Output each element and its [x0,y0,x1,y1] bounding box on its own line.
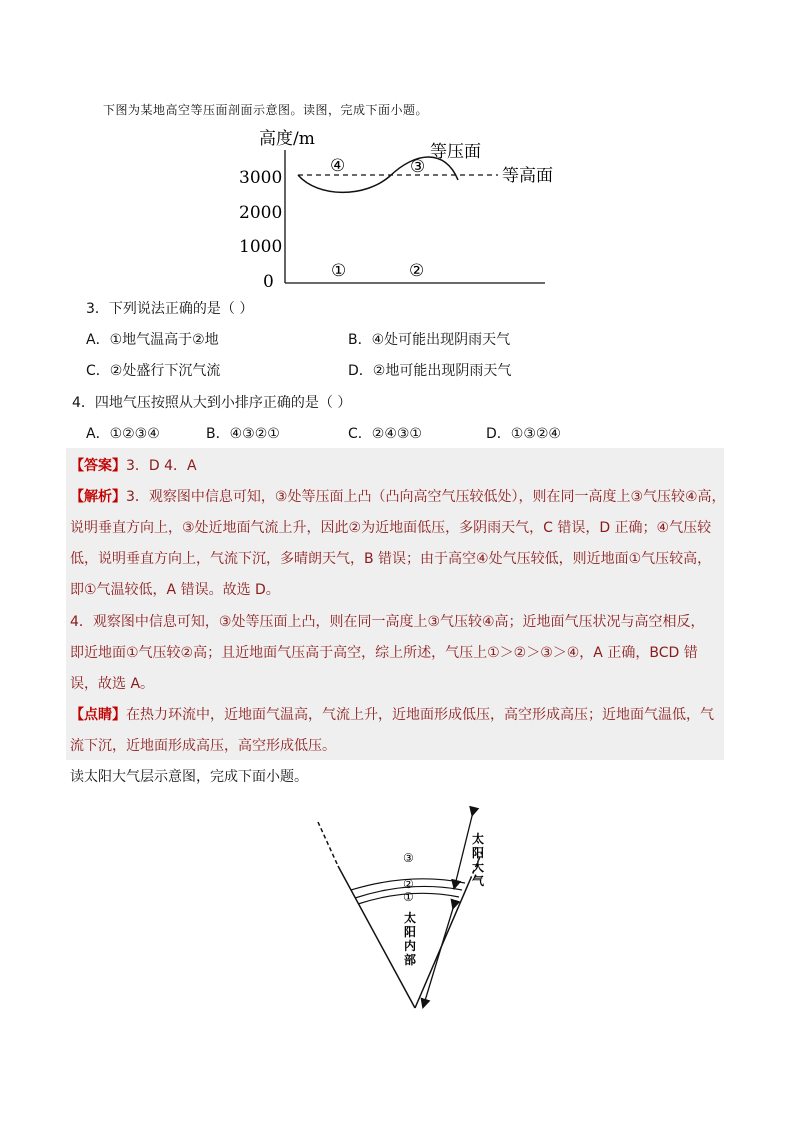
analysis-tag: 【解析】 [70,489,126,505]
y-tick-0: 0 [263,272,274,292]
q4-option-a: A．①②③④ [86,426,160,442]
tip-text-1: 在热力环流中，近地面气温高，气流上升，近地面形成低压，高空形成高压；近地面气温低，气 [126,707,714,723]
y-tick-2000: 2000 [239,203,283,223]
answer-line [70,456,197,476]
q3-option-a: A．①地气温高于②地 [86,332,219,348]
analysis-line-3: 低，说明垂直方向上，气流下沉，多晴朗天气，B 错误；由于高空④处气压较低，则近地面①气压较高， [70,551,712,567]
q4-option-d: D．①③②④ [486,426,561,442]
analysis-text-1: 3．观察图中信息可知，③处等压面上凸（凸向高空气压较低处），则在同一高度上③气压较④高， [126,489,726,505]
q4-option-c: C．②④③① [348,426,422,442]
analysis-line-7: 误，故选 A。 [70,676,155,692]
tip-line-2: 流下沉，近地面形成高压，高空形成低压。 [70,738,336,754]
analysis-line-2: 说明垂直方向上，③处近地面气流上升，因此②为近地面低压，多阴雨天气，C 错误，D 正确；④气压较 [70,520,712,536]
marker-3: ③ [410,157,426,177]
marker-4: ④ [330,156,346,176]
marker-1: ① [331,261,347,281]
analysis-line-4: 即①气温较低，A 错误。故选 D。 [70,582,280,598]
atmosphere-label-1: 太 [472,832,485,846]
q3-option-c: C．②处盛行下沉气流 [86,363,221,379]
y-axis-label: 高度/m [259,129,315,149]
tip-line-1 [70,705,714,725]
analysis-line-6: 即近地面①气压较②高；且近地面气压高于高空，综上所述，气压上①＞②＞③＞④，A 正确，BCD 错 [70,645,698,661]
interior-arrow [424,905,454,1004]
answer-text: 3．D 4．A [126,458,197,474]
q3-option-d: D．②地可能出现阴雨天气 [348,363,512,379]
interior-label-4: 部 [404,953,417,967]
solar-atmosphere-diagram [0,800,794,1030]
contour-label: 等高面 [502,166,553,186]
marker-2: ② [409,261,425,281]
intro-text-1: 下图为某地高空等压面剖面示意图。读图，完成下面小题。 [103,103,429,117]
y-tick-3000: 3000 [239,168,283,188]
answer-tag: 【答案】 [70,458,126,474]
analysis-line-1 [70,487,726,507]
question-4-stem: 4．四地气压按照从大到小排序正确的是（ ） [72,395,352,411]
isobar-label: 等压面 [430,142,481,162]
interior-label-2: 阳 [404,925,417,939]
tip-tag: 【点睛】 [70,707,126,723]
atmosphere-arrow [455,812,473,885]
atmosphere-label-3: 大 [472,860,485,874]
layer-3-marker: ③ [403,851,414,865]
layer-2-marker: ② [403,877,414,891]
y-tick-1000: 1000 [239,237,283,257]
q3-option-b: B．④处可能出现阴雨天气 [348,332,511,348]
q4-option-b: B．④③②① [206,426,280,442]
atmosphere-label-2: 阳 [472,846,485,860]
intro-text-2: 读太阳大气层示意图，完成下面小题。 [70,769,308,785]
cone-left-dashed [318,822,338,866]
interior-label-3: 内 [404,939,417,953]
atmosphere-label-4: 气 [472,874,485,888]
interior-label-1: 太 [404,911,417,925]
analysis-line-5: 4．观察图中信息可知，③处等压面上凸，则在同一高度上③气压较④高；近地面气压状况与高空相反， [70,614,705,630]
layer-1-marker: ① [403,890,414,904]
question-3-stem: 3．下列说法正确的是（ ） [86,301,254,317]
